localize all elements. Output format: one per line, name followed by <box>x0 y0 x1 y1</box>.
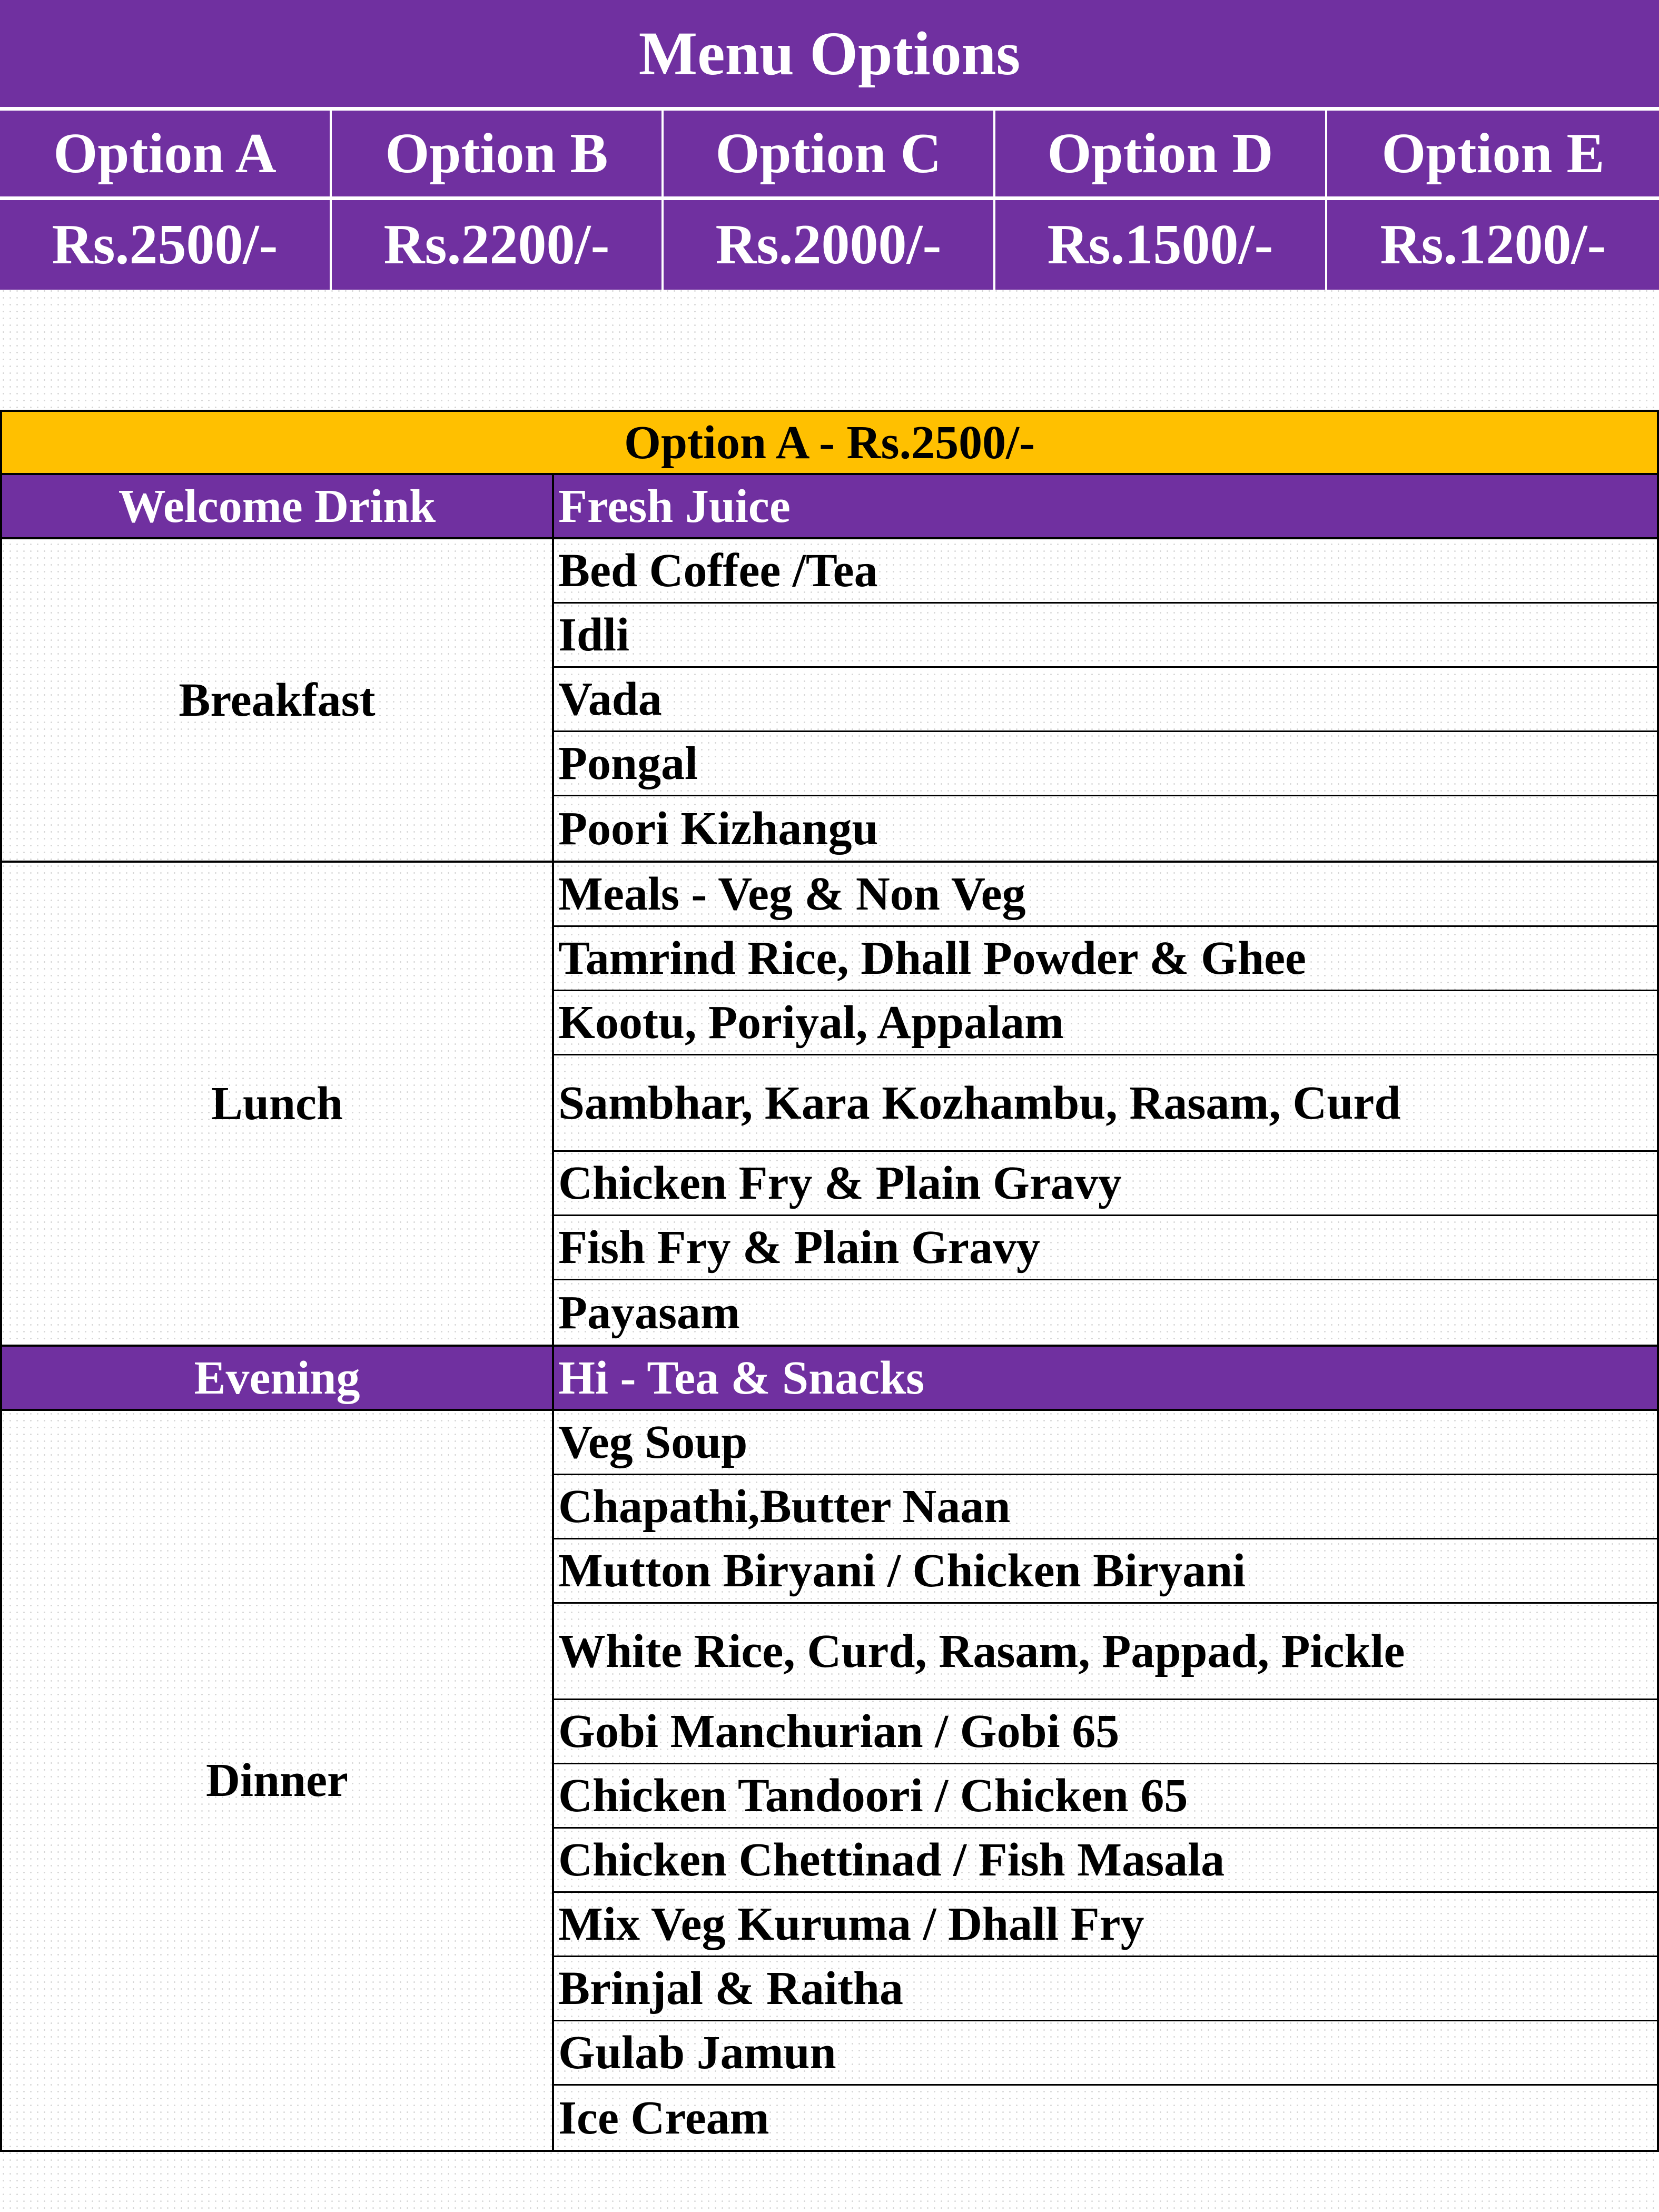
dinner-section <box>2 1411 1657 2150</box>
prices-row <box>0 200 1659 290</box>
option-price: Rs.1500/- <box>995 200 1327 290</box>
option-price: Rs.2000/- <box>664 200 995 290</box>
menu-item: Ice Cream <box>558 2091 769 2144</box>
dinner-label: Dinner <box>2 1411 554 2150</box>
menu-item: Chapathi,Butter Naan <box>554 1475 1657 1539</box>
menu-item: Payasam <box>558 1286 740 1339</box>
menu-item: Meals - Veg & Non Veg <box>554 863 1657 927</box>
menu-item: Chicken Tandoori / Chicken 65 <box>554 1764 1657 1829</box>
menu-item: White Rice, Curd, Rasam, Pappad, Pickle <box>554 1604 1657 1700</box>
menu-item: Kootu, Poriyal, Appalam <box>554 991 1657 1055</box>
option-name: Option A <box>0 111 332 196</box>
menu-item: Poori Kizhangu <box>558 802 878 855</box>
dinner-items <box>554 1411 1657 2150</box>
menu-item: Tamrind Rice, Dhall Powder & Ghee <box>554 927 1657 991</box>
option-name: Option D <box>995 111 1327 196</box>
menu-item: Mutton Biryani / Chicken Biryani <box>554 1539 1657 1604</box>
option-price: Rs.1200/- <box>1380 213 1606 276</box>
options-table <box>0 0 1659 290</box>
welcome-drink-label: Welcome Drink <box>2 475 554 537</box>
lunch-section <box>2 863 1657 1347</box>
menu-item: Veg Soup <box>554 1411 1657 1475</box>
menu-item: Idli <box>554 604 1657 668</box>
breakfast-label: Breakfast <box>2 539 554 861</box>
lunch-items <box>554 863 1657 1345</box>
menu-item: Pongal <box>554 732 1657 796</box>
evening-label: Evening <box>2 1347 554 1409</box>
options-row <box>0 111 1659 200</box>
breakfast-items <box>554 539 1657 861</box>
evening-value: Hi - Tea & Snacks <box>558 1351 925 1404</box>
menu-item: Chicken Chettinad / Fish Masala <box>554 1829 1657 1893</box>
menu-item: Mix Veg Kuruma / Dhall Fry <box>554 1893 1657 1957</box>
welcome-drink-value: Fresh Juice <box>558 480 791 532</box>
menu-item: Brinjal & Raitha <box>554 1957 1657 2021</box>
menu-item: Gobi Manchurian / Gobi 65 <box>554 1700 1657 1764</box>
menu-item: Vada <box>554 668 1657 732</box>
welcome-drink-row <box>2 475 1657 539</box>
menu-item: Gulab Jamun <box>554 2021 1657 2086</box>
table-title: Menu Options <box>0 0 1659 111</box>
evening-row <box>2 1347 1657 1411</box>
breakfast-section <box>2 539 1657 863</box>
menu-item: Fish Fry & Plain Gravy <box>554 1216 1657 1280</box>
menu-item: Chicken Fry & Plain Gravy <box>554 1152 1657 1216</box>
lunch-label: Lunch <box>2 863 554 1345</box>
option-name: Option E <box>1381 122 1605 185</box>
option-price: Rs.2200/- <box>332 200 664 290</box>
option-name: Option B <box>332 111 664 196</box>
menu-item: Sambhar, Kara Kozhambu, Rasam, Curd <box>554 1055 1657 1152</box>
menu-title: Option A - Rs.2500/- <box>2 412 1657 475</box>
option-name: Option C <box>664 111 995 196</box>
menu-item: Bed Coffee /Tea <box>554 539 1657 604</box>
menu-table <box>0 410 1659 2152</box>
option-price: Rs.2500/- <box>0 200 332 290</box>
